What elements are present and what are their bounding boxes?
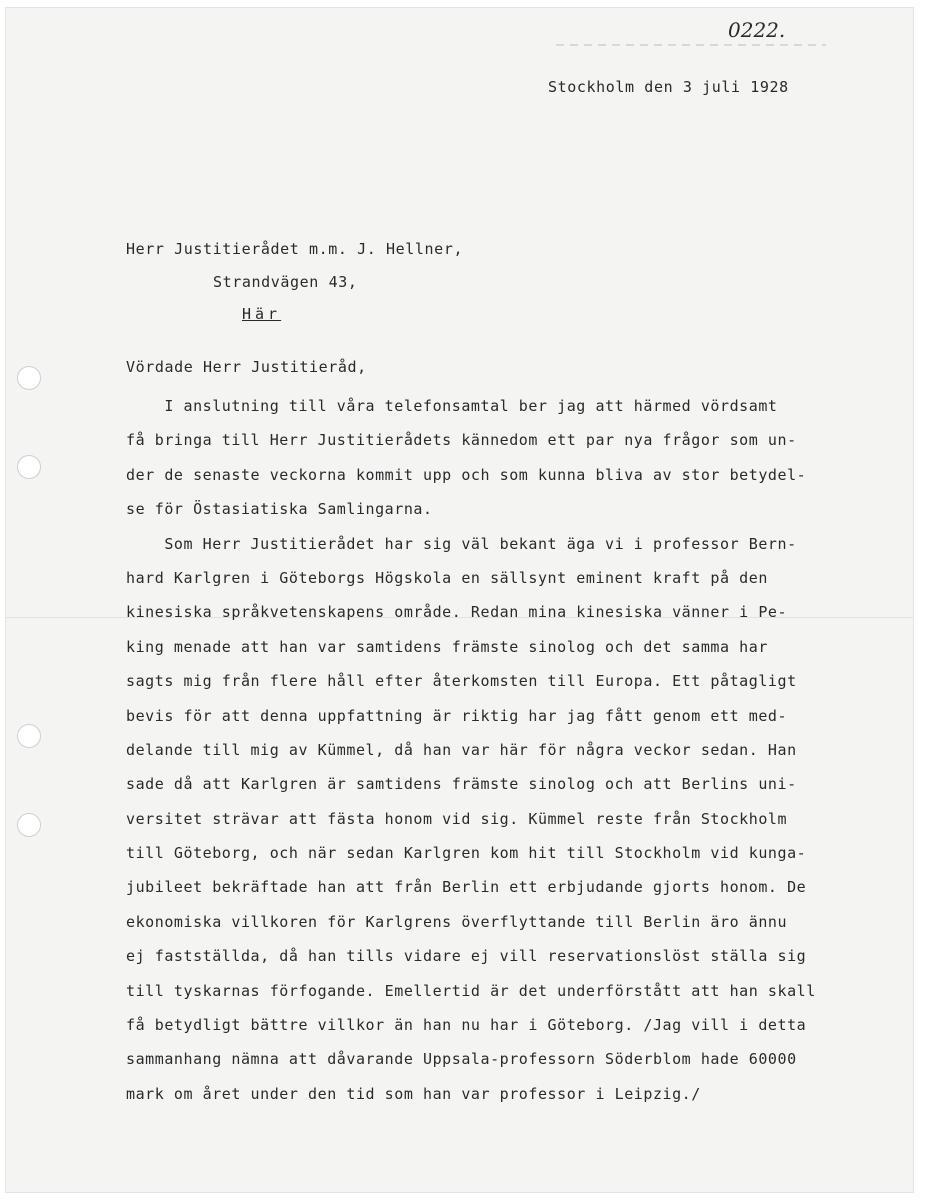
- body-line: ekonomiska villkoren för Karlgrens överflyttande till Berlin äro ännu: [126, 912, 788, 931]
- punch-hole: [17, 455, 41, 479]
- body-line: delande till mig av Kümmel, då han var här för några veckor sedan. Han: [126, 740, 797, 759]
- body-line: kinesiska språkvetenskapens område. Redan mina kinesiska vänner i Pe-: [126, 603, 788, 622]
- faint-mark: [556, 44, 826, 46]
- letter-body: [126, 396, 816, 1118]
- address-line-3: Här: [242, 305, 282, 323]
- punch-hole: [17, 724, 41, 748]
- body-line: få bringa till Herr Justitierådets kännedom ett par nya frågor som un-: [126, 431, 797, 450]
- body-line: hard Karlgren i Göteborgs Högskola en sällsynt eminent kraft på den: [126, 568, 768, 587]
- body-line: versitet strävar att fästa honom vid sig. Kümmel reste från Stockholm: [126, 809, 788, 828]
- body-line: till tyskarnas förfogande. Emellertid är det underförstått att han skall: [126, 981, 816, 1000]
- body-line: sagts mig från flere håll efter återkomsten till Europa. Ett påtagligt: [126, 672, 797, 691]
- body-line: ej fastställda, då han tills vidare ej vill reservationslöst ställa sig: [126, 947, 807, 966]
- body-line: I anslutning till våra telefonsamtal ber jag att härmed vördsamt: [126, 397, 778, 415]
- address-line-2: Strandvägen 43,: [213, 273, 358, 291]
- body-line: se för Östasiatiska Samlingarna.: [126, 500, 433, 519]
- body-line: sammanhang nämna att dåvarande Uppsala-professorn Söderblom hade 60000: [126, 1050, 797, 1069]
- punch-hole: [17, 366, 41, 390]
- body-line: jubileet bekräftade han att från Berlin ett erbjudande gjorts honom. De: [126, 878, 807, 897]
- body-line: mark om året under den tid som han var professor i Leipzig./: [126, 1084, 701, 1103]
- body-line: få betydligt bättre villkor än han nu har i Göteborg. /Jag vill i detta: [126, 1016, 807, 1035]
- body-line: bevis för att denna uppfattning är riktig har jag fått genom ett med-: [126, 706, 788, 725]
- archive-number: 0222.: [728, 18, 786, 42]
- punch-hole: [17, 813, 41, 837]
- body-line: till Göteborg, och när sedan Karlgren kom hit till Stockholm vid kunga-: [126, 844, 807, 863]
- body-line: sade då att Karlgren är samtidens främste sinolog och att Berlins uni-: [126, 775, 797, 794]
- body-line: der de senaste veckorna kommit upp och som kunna bliva av stor betydel-: [126, 465, 807, 484]
- address-line-1: Herr Justitierådet m.m. J. Hellner,: [126, 240, 464, 258]
- salutation: Vördade Herr Justitieråd,: [126, 358, 367, 376]
- dateline: Stockholm den 3 juli 1928: [548, 78, 789, 96]
- body-line: king menade att han var samtidens främste sinolog och det samma har: [126, 637, 768, 656]
- body-line: Som Herr Justitierådet har sig väl bekant äga vi i professor Bern-: [126, 534, 797, 553]
